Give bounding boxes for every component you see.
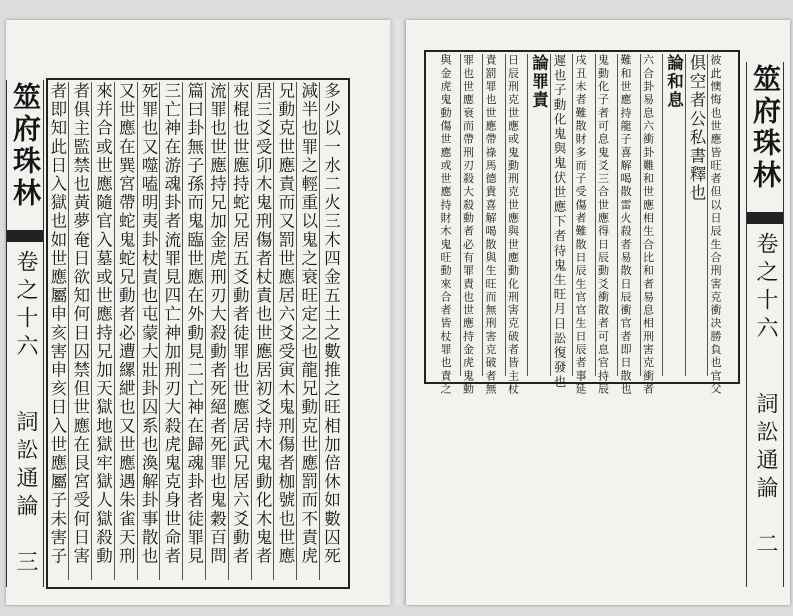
column-rule [228,82,229,580]
left-margin-book-title: 筮府珠林 [9,82,42,210]
section-heading: 論罪責 [529,54,549,110]
column-rule [617,54,618,376]
text-column: 與金虎鬼動傷世應或世應持財木鬼旺動來合者皆杖罪也責之 [439,54,453,396]
left-margin-section: 詞訟通論 [13,410,38,522]
column-rule [182,82,183,580]
column-rule [91,82,92,580]
text-column: 戌丑未者難散財多而子受傷者難散日辰生官官生日辰者事延 [574,54,588,396]
left-margin-strip [6,80,44,587]
text-column: 三亡神在游魂卦者流罪見四亡神加刑刃大殺虎鬼克身世命者 [161,82,181,566]
text-column: 者即知此日入獄也如世應屬申亥害申亥日入世應屬子未害子 [47,82,67,566]
text-column: 日辰刑克世應或鬼動刑克世應與世應動化刑害克破者皆主杖 [506,54,520,396]
text-column: 居三爻受卯木鬼刑傷者杖責也世應居初爻持木鬼動化木鬼者 [253,82,273,566]
column-rule [640,54,641,376]
text-column: 鬼動化子者可息鬼爻三合世應得日辰動爻衝散者可息官持辰 [596,54,610,396]
text-column: 者俱主監禁也黃夢奄日欲知何日囚禁但世應在艮宮受何日害 [70,82,90,566]
column-rule [707,54,708,376]
column-rule [296,82,297,580]
column-rule [685,54,686,376]
column-rule [527,54,528,376]
left-margin-volume: 卷之十六 [13,250,38,362]
column-rule [159,82,160,580]
column-rule [505,54,506,376]
book-gutter [390,20,406,605]
right-margin-section: 詞訟通論 [753,392,778,504]
section-heading: 論和息 [664,54,684,110]
text-column: 兄動克世應責而又罰世應居六爻受寅木鬼刑傷者枷號也世應 [275,82,295,566]
right-margin-book-title: 筮府珠林 [749,64,782,192]
text-column: 責罰罪也世應帶祿馬德貴喜解喝散與生旺而無刑害克破者無 [484,54,498,396]
text-column: 流罪也世應持兄加金虎刑刃大殺動者死絕者死罪也鬼穀百問 [207,82,227,566]
column-rule [662,54,663,376]
column-rule [114,82,115,580]
column-rule [68,82,69,580]
column-rule [595,54,596,376]
text-column: 減半也罪之輕重以鬼之衰旺定之也龍兄動克世應罰而不責虎 [298,82,318,566]
left-page [6,20,390,605]
text-column: 遲也子動化鬼與鬼伏世應下者待鬼生旺月日訟復發也 [552,54,567,390]
left-margin-page-no: 三 [13,550,38,578]
text-column: 彼此懊悔也世應皆旺者但以日辰生合刑害克衝决勝負也官父 [709,54,723,396]
text-column: 六合卦易息六衝卦難和世應相生合比和者易息相刑害克衝者 [641,54,655,396]
column-rule [137,82,138,580]
left-fish-tail [7,230,43,242]
column-rule [273,82,274,580]
text-column: 難和世應持龍子喜解喝散雷火殺者易散日辰衝官者即日散也 [619,54,633,396]
right-margin-page-no: 二 [753,532,778,560]
column-rule [550,54,551,376]
text-column: 篇曰卦無子孫而鬼臨世應在外動見二亡神在歸魂卦者徒罪見 [184,82,204,566]
text-column: 多少以一水二火三木四金五土之數推之旺相加倍休如數囚死 [321,82,341,566]
right-page [406,20,790,605]
text-column: 又世應在巽宮帶蛇鬼蛇兄動者必遭縲紲也又世應遇朱雀天刑 [116,82,136,566]
column-rule [251,82,252,580]
right-margin-strip [746,62,784,587]
text-column: 夾棍也世應持蛇兄居五爻動者徒罪也世應居武兄居六爻動者 [230,82,250,566]
column-rule [319,82,320,580]
right-fish-tail [747,212,783,224]
text-column: 死罪也又噬嗑明夷卦杖責也屯蒙大壯卦囚系也渙解卦事散也 [139,82,159,566]
column-rule [482,54,483,376]
text-column: 俱空者公私書釋也 [687,54,706,203]
column-rule [205,82,206,580]
text-column: 罪也世應衰而帶刑刃殺大殺動者必有罪責也世應持金虎鬼動 [461,54,475,396]
column-rule [572,54,573,376]
right-margin-volume: 卷之十六 [753,232,778,344]
column-rule [460,54,461,376]
text-column: 來并合或世應隨官入墓或世應持兄加天獄地獄牢獄人獄殺動 [93,82,113,566]
